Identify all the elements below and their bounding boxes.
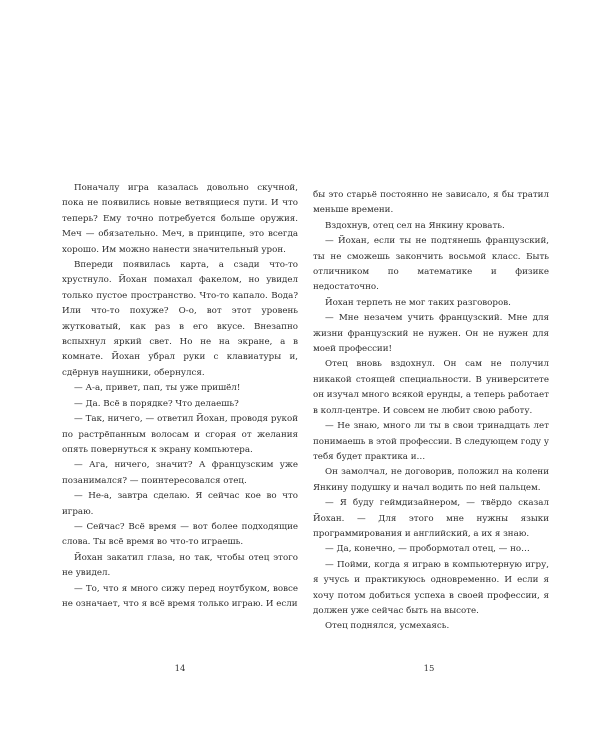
- paragraph: — Не-а, завтра сделаю. Я сейчас кое во что играю.: [62, 491, 298, 517]
- paragraph: — Йохан, если ты не подтянешь французский, ты не сможешь закончить восьмой класс. Быть отличником по математике и физике недостаточно.: [313, 236, 549, 293]
- paragraph: — Так, ничего, — ответил Йохан, проводя рукой по растрёпанным волосам и сгорая от желания опять повернуться к экрану компьютера.: [62, 414, 298, 455]
- paragraph: — Да, конечно, — пробормотал отец, — но…: [325, 544, 530, 555]
- paragraph: — Да. Всё в порядке? Что делаешь?: [74, 398, 239, 409]
- paragraph: Впереди появилась карта, а сзади что-то хрустнуло. Йохан помахал факелом, но увидел только пустое пространство. Что-то капало. Вода? Или что-то похуже? О-о, вот этот уровень жутковатый, как раз в его вкусе. Внезапно вспыхнул яркий свет. Но не на экране, а в комнате. Йохан убрал руки с клавиатуры и, сдёрнув наушники, обернулся.: [62, 260, 298, 378]
- paragraph: Отец поднялся, усмехаясь.: [325, 621, 450, 632]
- paragraph: Йохан закатил глаза, но так, чтобы отец этого не увидел.: [62, 552, 298, 579]
- paragraph: — Ага, ничего, значит? А французским уже позанимался? — поинтересовался отец.: [62, 460, 298, 486]
- paragraph: Йохан терпеть не мог таких разговоров.: [325, 297, 511, 308]
- continued-paragraph: бы это старьё постоянно не зависало, я бы тратил меньше времени.: [313, 190, 549, 216]
- paragraph: — А-а, привет, пап, ты уже пришёл!: [74, 383, 241, 394]
- page-number-left: 14: [174, 664, 186, 674]
- paragraph: Вздохнув, отец сел на Янкину кровать.: [325, 220, 505, 231]
- paragraph: Он замолчал, не договорив, положил на колени Янкину подушку и начал водить по ней пальцем.: [313, 467, 549, 493]
- paragraph: — Сейчас? Всё время — вот более подходящие слова. Ты всё время во что-то играешь.: [62, 521, 298, 548]
- paragraph: — То, что я много сижу перед ноутбуком, вовсе не означает, что я всё время только играю. И если: [62, 583, 298, 609]
- page-number-right: 15: [423, 664, 435, 674]
- right-page-text: [313, 188, 549, 635]
- paragraph: — Не знаю, много ли ты в свои тринадцать лет понимаешь в этой профессии. В следующем году у тебя будет практика и…: [313, 421, 549, 462]
- paragraph: — Я буду геймдизайнером, — твёрдо сказал Йохан. — Для этого мне нужны языки программирования и английский, а их я знаю.: [313, 498, 549, 539]
- paragraph: — Пойми, когда я играю в компьютерную игру, я учусь и практикуюсь одновременно. И если я хочу потом добиться успеха в своей профессии, я должен уже сейчас быть на высоте.: [313, 559, 549, 616]
- paragraph: Отец вновь вздохнул. Он сам не получил никакой стоящей специальности. В университете он изучал много всякой ерунды, а теперь работает в колл-центре. И совсем не любит свою работу.: [313, 359, 549, 416]
- paragraph: — Мне незачем учить французский. Мне для жизни французский не нужен. Он не нужен для моей профессии!: [313, 313, 549, 355]
- left-page-text: [62, 181, 298, 612]
- paragraph: Поначалу игра казалась довольно скучной, пока не появились новые ветвящиеся пути. И что теперь? Ему точно потребуется больше оружия. Меч — обязательно. Меч, в принципе, это всегда хорошо. Им можно нанести значительный урон.: [62, 183, 298, 255]
